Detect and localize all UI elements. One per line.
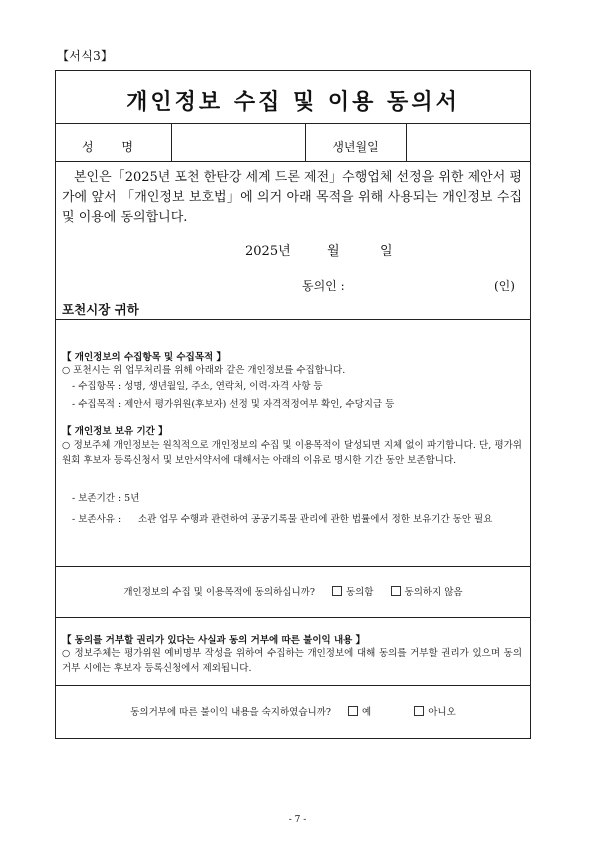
refusal-heading: 【 동의를 거부할 권리가 있다는 사실과 동의 거부에 따른 불이익 내용 】 xyxy=(62,635,366,646)
birth-date-field[interactable] xyxy=(406,126,530,158)
yes-label: 예 xyxy=(362,707,372,718)
divider xyxy=(56,685,530,686)
page-number: - 7 - xyxy=(288,815,307,825)
date-month: 월 xyxy=(327,244,340,259)
seal-label: (인) xyxy=(494,279,515,293)
refusal-text: ○ 정보주체는 평가위원 예비명부 작성을 위하여 수집하는 개인정보에 대해 동의를 거부할 권리가 있으며 동의 거부 시에는 후보자 등록신청에서 제외됩니다. xyxy=(62,648,522,674)
birth-date-label: 생년월일 xyxy=(332,140,379,154)
consent-question-text: 개인정보의 수집 및 이용목적에 동의하십니까? xyxy=(123,587,315,598)
retention-text: ○ 정보주체 개인정보는 원칙적으로 개인정보의 수집 및 이용목적이 달성되면 지체 없이 파기합니다. 단, 평가위원회 후보자 등록신청서 및 보안서약서에 대해서는 아래의 이유로 명시한 기간 동안 보존합니다. xyxy=(62,440,522,466)
form-title: 개인정보 수집 및 이용 동의서 xyxy=(126,89,460,115)
acknowledge-question-text: 동의거부에 따른 불이익 내용을 숙지하였습니까? xyxy=(130,707,331,718)
agree-option[interactable] xyxy=(332,587,374,598)
acknowledge-question xyxy=(56,704,530,718)
retention-reason: 소관 업무 수행과 관련하여 공공기록물 관리에 관한 법률에서 정한 보유기간 동안 필요 xyxy=(138,514,493,525)
name-field[interactable] xyxy=(171,126,305,158)
disagree-option[interactable] xyxy=(391,587,463,598)
consent-form xyxy=(55,70,531,739)
disagree-label: 동의하지 않음 xyxy=(404,587,463,598)
retention-heading: 【 개인정보 보유 기간 】 xyxy=(62,426,168,437)
divider xyxy=(56,161,530,162)
date-year: 2025년 xyxy=(245,244,291,259)
no-label: 아니오 xyxy=(428,707,456,718)
collection-intro: ○ 포천시는 위 업무처리를 위해 아래와 같은 개인정보를 수집합니다. xyxy=(62,365,346,376)
collection-items: - 수집항목 : 성명, 생년월일, 주소, 연락처, 이력·자격 사항 등 xyxy=(72,381,323,392)
name-label: 성 명 xyxy=(82,140,145,154)
yes-checkbox[interactable] xyxy=(348,706,358,716)
divider xyxy=(56,617,530,618)
collection-items-heading: 【 개인정보의 수집항목 및 수집목적 】 xyxy=(62,352,227,363)
divider xyxy=(56,319,530,320)
retention-period: - 보존기간 : 5년 xyxy=(72,493,140,504)
divider xyxy=(56,123,530,124)
no-option[interactable] xyxy=(414,707,456,718)
agree-label: 동의함 xyxy=(345,587,374,598)
no-checkbox[interactable] xyxy=(414,706,424,716)
agree-checkbox[interactable] xyxy=(332,586,342,596)
yes-option[interactable] xyxy=(348,707,371,718)
collection-purpose: - 수집목적 : 제안서 평가위원(후보자) 선정 및 자격적정여부 확인, 수당지급 등 xyxy=(72,399,395,410)
retention-reason-label: - 보존사유 : xyxy=(72,514,122,525)
recipient: 포천시장 귀하 xyxy=(62,302,139,317)
divider xyxy=(56,566,530,567)
form-number-label: 【서식3】 xyxy=(57,49,114,63)
date-day: 일 xyxy=(380,244,393,259)
consent-statement: 본인은「2025년 포천 한탄강 세계 드론 제전」수행업체 선정을 위한 제안서 평가에 앞서 「개인정보 보호법」에 의거 아래 목적을 위해 사용되는 개인정보 수집 및 이용에 동의합니다. xyxy=(62,170,522,225)
consent-question xyxy=(56,584,530,598)
disagree-checkbox[interactable] xyxy=(391,586,401,596)
signer-label: 동의인 : xyxy=(302,279,345,293)
